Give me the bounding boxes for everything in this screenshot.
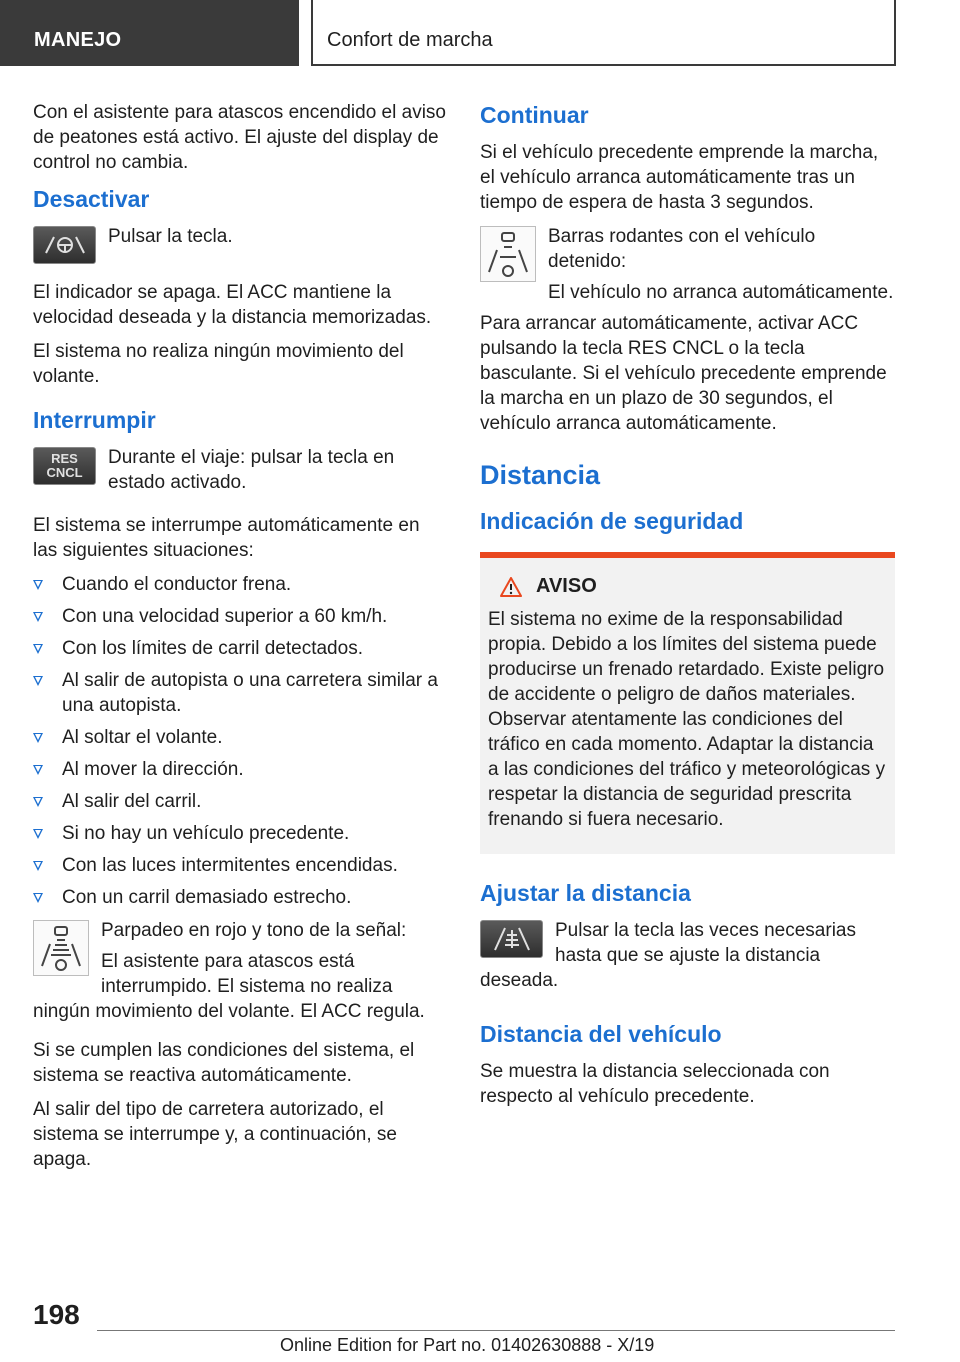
bars-line: Barras rodantes con el vehículo detenido: [548, 226, 816, 272]
rolling-bars-block [480, 224, 895, 436]
list-item: Al salir de autopista o una carretera similar a una autopista. [33, 668, 448, 718]
continue-paragraph-2: Para arrancar automáticamente, activar ACC pulsando la tecla RES CNCL o la tecla basculante. Si el vehículo precedente emprende la marcha en un plazo de 30 segundos, el vehículo arranca automáticamente. [480, 313, 887, 434]
header-section-tab [0, 0, 299, 66]
blink-indicator-block [33, 918, 448, 1024]
distance-adjust-button-icon [480, 920, 543, 958]
heading-interrupt: Interrumpir [33, 407, 156, 433]
blink-line: Parpadeo en rojo y tono de la señal: [101, 920, 407, 941]
header-chapter-label: Confort de marcha [327, 29, 493, 51]
list-item: Al soltar el volante. [33, 725, 448, 750]
list-item: Con una velocidad superior a 60 km/h. [33, 604, 448, 629]
deactivate-instruction-text: Pulsar la tecla. [108, 226, 233, 247]
traffic-jam-assist-display-icon [33, 920, 89, 976]
blink-text: El asistente para atascos está interrumpido. El sistema no realiza ningún movimiento del volante. El ACC regula. [33, 951, 425, 1022]
heading-deactivate: Desactivar [33, 186, 150, 212]
interrupt-paragraph-1: El sistema se interrumpe automáticamente en las siguientes situaciones: [33, 515, 420, 561]
list-item: Con un carril demasiado estrecho. [33, 885, 448, 910]
adjust-distance-block [480, 918, 895, 993]
list-item: Al mover la dirección. [33, 757, 448, 782]
heading-adjust-distance: Ajustar la distancia [480, 880, 691, 906]
list-item: Cuando el conductor frena. [33, 572, 448, 597]
interrupt-instruction [33, 445, 448, 501]
steering-assist-button-icon [33, 226, 96, 264]
warning-label: AVISO [536, 575, 597, 597]
interrupt-instruction-text: Durante el viaje: pulsar la tecla en estado activado. [108, 447, 395, 493]
adjust-distance-text: Pulsar la tecla las veces necesarias hasta que se ajuste la distancia deseada. [480, 920, 856, 991]
warning-text: El sistema no exime de la responsabilidad propia. Debido a los límites del sistema puede producirse un frenado retardado. Existe peligro de accidente o peligro de daños materiales. Observar atentamente las condiciones del tráfico en cada momento. Adaptar la distancia a las condiciones del tráfico y meteorológicas y respetar la distancia de seguridad prescrita frenando si fuera necesario. [488, 609, 886, 830]
header-chapter-tab [311, 0, 896, 66]
list-item: Con las luces intermitentes encendidas. [33, 853, 448, 878]
right-column [480, 100, 895, 1118]
deactivate-paragraph-2: El sistema no realiza ningún movimiento del volante. [33, 341, 404, 387]
header-section-label: MANEJO [34, 29, 122, 51]
rolling-bars-display-icon [480, 226, 536, 282]
footer-edition: Online Edition for Part no. 01402630888 - X/19 [280, 1335, 655, 1355]
warning-triangle-icon [500, 577, 522, 597]
res-cncl-button-icon [33, 447, 96, 485]
intro-paragraph: Con el asistente para atascos encendido el aviso de peatones está activo. El ajuste del display de control no cambia. [33, 102, 446, 173]
interrupt-paragraph-2: Si se cumplen las condiciones del sistema, el sistema se reactiva automáticamente. [33, 1040, 415, 1086]
footer-divider [97, 1330, 895, 1331]
interrupt-paragraph-3: Al salir del tipo de carretera autorizado, el sistema se interrumpe y, a continuación, se apaga. [33, 1099, 397, 1170]
list-item: Si no hay un vehículo precedente. [33, 821, 448, 846]
warning-title [488, 574, 887, 599]
vehicle-distance-text: Se muestra la distancia seleccionada con respecto al vehículo precedente. [480, 1061, 830, 1107]
res-cncl-button-label: RES CNCL [46, 451, 83, 480]
deactivate-paragraph-1: El indicador se apaga. El ACC mantiene la velocidad deseada y la distancia memorizadas. [33, 282, 432, 328]
heading-vehicle-distance: Distancia del vehículo [480, 1021, 722, 1047]
heading-safety: Indicación de seguridad [480, 508, 744, 534]
heading-continue: Continuar [480, 102, 589, 128]
left-column [33, 100, 448, 1181]
deactivate-instruction [33, 224, 448, 268]
interrupt-conditions-list [33, 572, 448, 910]
list-item: Al salir del carril. [33, 789, 448, 814]
heading-distance: Distancia [480, 460, 601, 490]
list-item: Con los límites de carril detectados. [33, 636, 448, 661]
bars-text: El vehículo no arranca automáticamente. [548, 282, 894, 303]
warning-box [480, 552, 895, 854]
page-number: 198 [33, 1299, 80, 1330]
continue-paragraph-1: Si el vehículo precedente emprende la marcha, el vehículo arranca automáticamente tras un tiempo de espera de hasta 3 segundos. [480, 142, 879, 213]
